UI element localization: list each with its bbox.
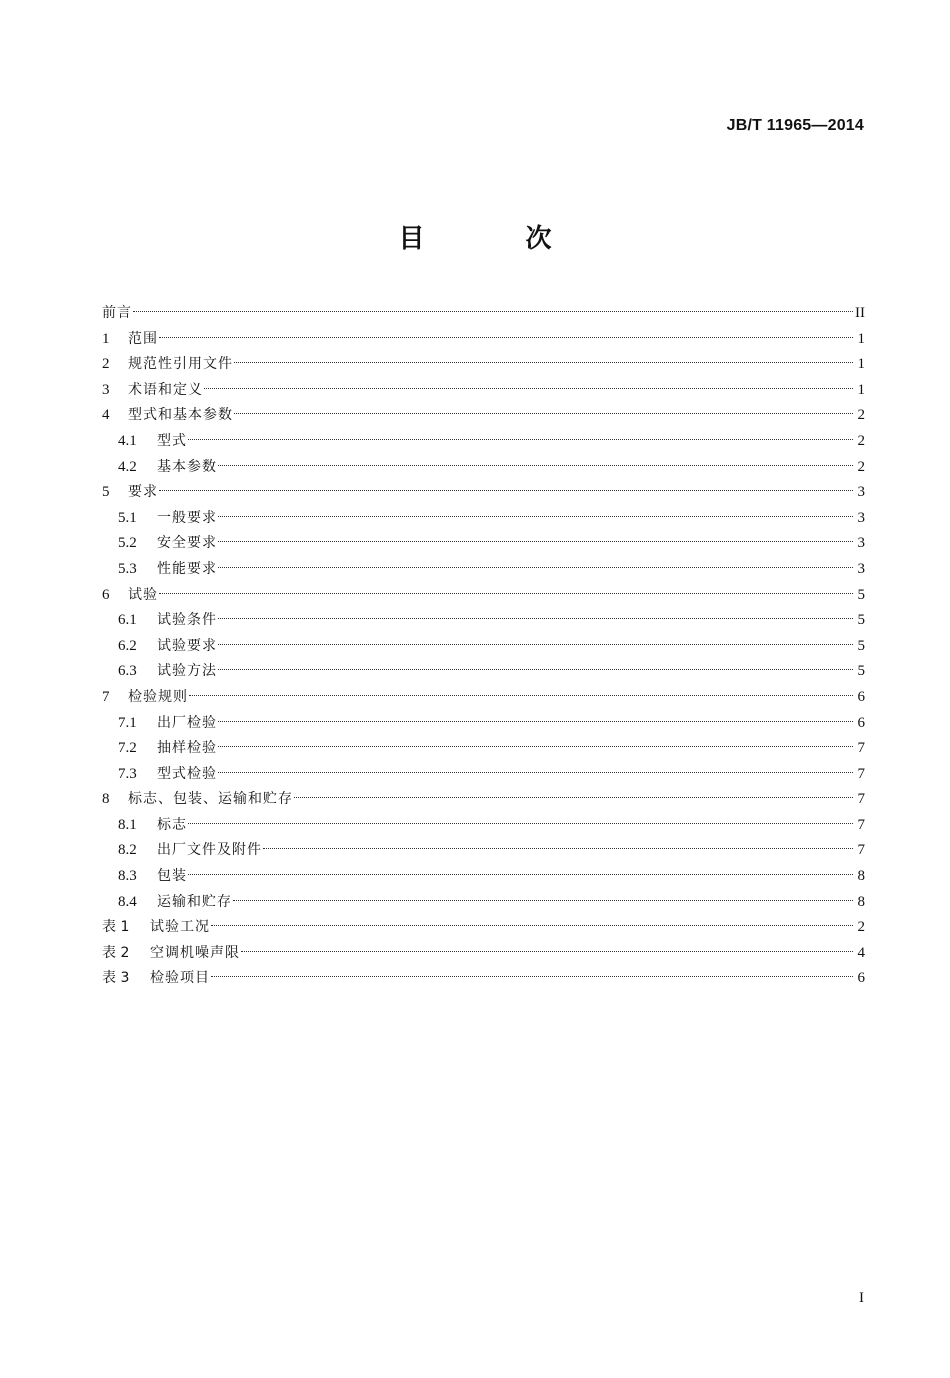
toc-entry[interactable] [102,966,865,992]
toc-dot-leader [211,925,853,926]
toc-entry-page: 8 [857,868,865,885]
toc-entry-page: 7 [857,765,865,782]
toc-entry-page: 3 [857,535,865,552]
toc-entry-page: 1 [857,356,865,373]
toc-entry-page: 5 [857,637,865,654]
toc-dot-leader [234,413,853,414]
toc-entry-number: 表 3 [102,970,130,987]
toc-entry-label: 要求 [128,484,158,501]
toc-dot-leader [218,669,853,670]
toc-entry-page: 2 [857,407,865,424]
toc-entry-page: 2 [857,458,865,475]
toc-entry-label: 型式检验 [157,765,217,782]
toc-entry[interactable] [102,941,865,967]
toc-entry[interactable] [102,838,865,864]
toc-entry-label: 基本参数 [157,458,217,475]
toc-entry-page: 3 [857,509,865,526]
toc-entry-number: 7.1 [118,714,137,731]
toc-dot-leader [218,516,853,517]
toc-dot-leader [218,644,853,645]
toc-entry[interactable] [102,736,865,762]
toc-entry-number: 6.1 [118,612,137,629]
toc-entry-page: 1 [857,381,865,398]
toc-entry[interactable] [102,634,865,660]
table-of-contents [102,301,865,992]
toc-entry[interactable] [102,890,865,916]
toc-dot-leader [234,362,853,363]
toc-entry-label: 试验条件 [157,612,217,629]
toc-dot-leader [241,951,853,952]
toc-entry-number: 8.4 [118,893,137,910]
toc-entry-label: 范围 [128,330,158,347]
toc-dot-leader [188,823,853,824]
toc-dot-leader [133,311,853,312]
toc-entry[interactable] [102,762,865,788]
toc-dot-leader [218,618,853,619]
toc-entry-page: 6 [857,714,865,731]
toc-entry[interactable] [102,378,865,404]
toc-dot-leader [218,721,853,722]
toc-entry-label: 安全要求 [157,535,217,552]
toc-dot-leader [218,541,853,542]
toc-dot-leader [188,874,853,875]
toc-entry[interactable] [102,352,865,378]
toc-entry-label: 检验规则 [128,688,188,705]
toc-entry-page: 4 [857,944,865,961]
toc-entry-number: 表 2 [102,944,130,961]
toc-entry-number: 5 [102,484,110,501]
toc-entry[interactable] [102,455,865,481]
toc-entry-number: 5.1 [118,509,137,526]
toc-entry-label: 标志、包装、运输和贮存 [128,791,293,808]
toc-entry-label: 规范性引用文件 [128,356,233,373]
toc-entry-label: 空调机噪声限 [150,944,240,961]
toc-dot-leader [218,465,853,466]
toc-entry-label: 一般要求 [157,509,217,526]
toc-entry-number: 2 [102,356,110,373]
toc-entry-number: 5.3 [118,560,137,577]
toc-dot-leader [263,848,853,849]
toc-entry-page: 7 [857,842,865,859]
standard-code: JB/T 11965—2014 [726,117,864,134]
toc-entry-number: 4 [102,407,110,424]
toc-entry[interactable] [102,403,865,429]
toc-entry-number: 4.2 [118,458,137,475]
toc-entry-label: 型式和基本参数 [128,407,233,424]
toc-entry-page: 7 [857,816,865,833]
toc-entry-label: 性能要求 [157,560,217,577]
toc-entry-page: 2 [857,432,865,449]
toc-entry-label: 出厂检验 [157,714,217,731]
toc-entry-label: 运输和贮存 [157,893,232,910]
toc-entry[interactable] [102,685,865,711]
toc-entry-number: 6 [102,586,110,603]
toc-entry-number: 7 [102,688,110,705]
toc-entry-label: 试验 [128,586,158,603]
toc-entry-number: 8.1 [118,816,137,833]
toc-entry-number: 4.1 [118,432,137,449]
toc-entry-label: 术语和定义 [128,381,203,398]
toc-dot-leader [218,746,853,747]
toc-entry[interactable] [102,659,865,685]
toc-dot-leader [159,490,853,491]
toc-dot-leader [189,695,853,696]
toc-dot-leader [188,439,853,440]
toc-entry-page: 8 [857,893,865,910]
toc-entry-page: 3 [857,560,865,577]
toc-entry-number: 7.3 [118,765,137,782]
toc-entry[interactable] [102,915,865,941]
toc-entry[interactable] [102,327,865,353]
toc-dot-leader [204,388,853,389]
toc-entry[interactable] [102,480,865,506]
toc-entry-page: 3 [857,484,865,501]
toc-entry-label: 前言 [102,305,132,321]
toc-entry-number: 表 1 [102,919,130,936]
toc-entry[interactable] [102,711,865,737]
toc-entry[interactable] [102,557,865,583]
toc-entry-page: 6 [857,688,865,705]
toc-entry-page: 5 [857,663,865,680]
toc-entry-page: 5 [857,586,865,603]
toc-entry-page: 1 [857,330,865,347]
toc-entry-number: 3 [102,381,110,398]
toc-entry-label: 标志 [157,816,187,833]
toc-dot-leader [218,772,853,773]
toc-dot-leader [233,900,853,901]
toc-entry-label: 检验项目 [150,970,210,987]
page-title: 目 次 [398,224,598,254]
toc-entry-number: 8.3 [118,868,137,885]
toc-entry-number: 7.2 [118,740,137,757]
toc-entry-number: 1 [102,330,110,347]
toc-entry[interactable] [102,506,865,532]
toc-dot-leader [218,567,853,568]
toc-entry-page: 2 [857,919,865,936]
toc-entry-label: 出厂文件及附件 [157,842,262,859]
toc-entry-number: 5.2 [118,535,137,552]
toc-entry-number: 6.2 [118,637,137,654]
toc-dot-leader [159,593,853,594]
toc-entry-label: 试验要求 [157,637,217,654]
toc-entry-label: 包装 [157,868,187,885]
toc-entry-number: 6.3 [118,663,137,680]
toc-entry-label: 试验方法 [157,663,217,680]
toc-entry[interactable] [102,813,865,839]
toc-entry-label: 试验工况 [150,919,210,936]
toc-entry[interactable] [102,429,865,455]
toc-dot-leader [211,976,853,977]
toc-dot-leader [294,797,853,798]
toc-entry-page: 7 [857,740,865,757]
toc-entry-page: 5 [857,612,865,629]
toc-entry-page: II [855,305,865,321]
toc-entry-page: 6 [857,970,865,987]
toc-entry[interactable] [102,301,865,327]
toc-entry-label: 抽样检验 [157,740,217,757]
toc-entry-label: 型式 [157,432,187,449]
toc-entry-number: 8.2 [118,842,137,859]
toc-entry-page: 7 [857,791,865,808]
toc-entry[interactable] [102,864,865,890]
toc-dot-leader [159,337,853,338]
toc-entry[interactable] [102,608,865,634]
toc-entry[interactable] [102,583,865,609]
page-number: I [859,1290,864,1306]
toc-entry[interactable] [102,531,865,557]
toc-entry[interactable] [102,787,865,813]
toc-entry-number: 8 [102,791,110,808]
